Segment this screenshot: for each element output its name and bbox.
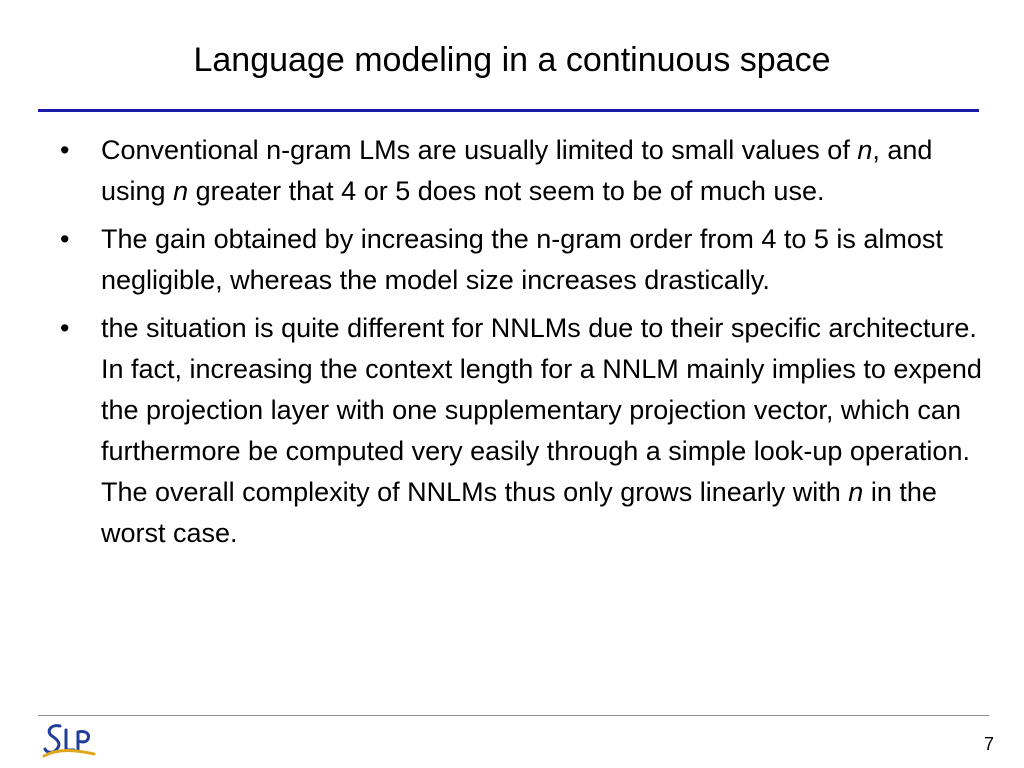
bullet-marker: •: [60, 313, 70, 343]
bullet-marker: •: [60, 135, 70, 165]
bullet-list: [58, 130, 988, 561]
slide-title: Language modeling in a continuous space: [193, 41, 831, 79]
bullet-item: [58, 308, 988, 554]
bullet-item: [58, 130, 988, 212]
italic-variable: n: [848, 477, 864, 507]
bullet-text: [101, 224, 943, 295]
bullet-text: [101, 313, 982, 548]
page-number: 7: [983, 734, 994, 754]
bullet-text-segment: , and using: [101, 135, 933, 206]
bullet-text-segment: greater that 4 or 5 does not seem to be of much use.: [188, 176, 825, 206]
bullet-marker: •: [60, 224, 70, 254]
bullet-text-segment: in the worst case.: [101, 477, 937, 548]
bullet-text-segment: the situation is quite different for NNLMs due to their specific architecture. In fact, increasing the context length for a NNLM mainly implies to expend the projection layer with one supplementary projection vector, which can furthermore be computed very easily through a simple look-up operation. The overall complexity of NNLMs thus only grows linearly with: [101, 313, 982, 507]
italic-variable: n: [857, 135, 873, 165]
bullet-item: [58, 219, 988, 301]
bullet-text-segment: The gain obtained by increasing the n-gram order from 4 to 5 is almost negligible, whereas the model size increases drastically.: [101, 224, 943, 295]
footer-divider: [38, 715, 989, 716]
italic-variable: n: [173, 176, 189, 206]
bullet-text-segment: Conventional n-gram LMs are usually limited to small values of: [101, 135, 858, 165]
title-divider: [38, 109, 979, 112]
slp-logo-icon: [40, 720, 100, 764]
bullet-text: [101, 135, 932, 206]
